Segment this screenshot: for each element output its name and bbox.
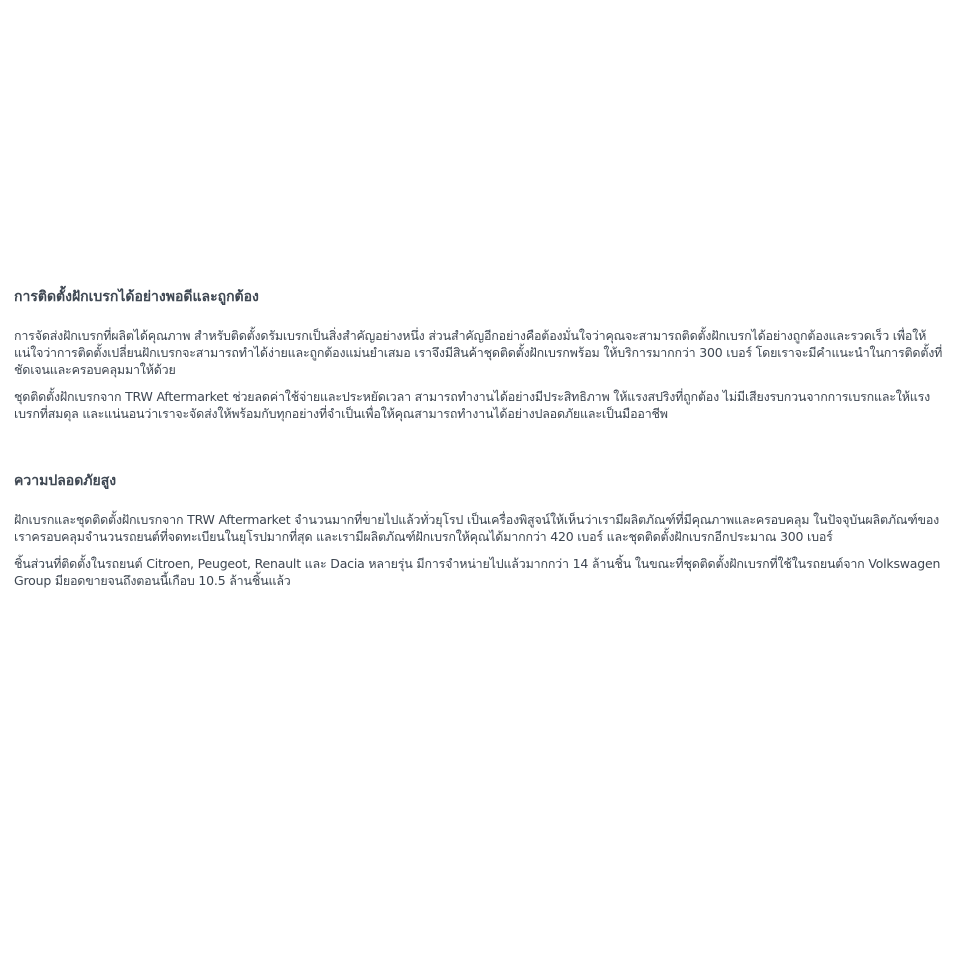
paragraph: ชิ้นส่วนที่ติดตั้งในรถยนต์ Citroen, Peugeot, Renault และ Dacia หลายรุ่น มีการจำหน่ายไปแล้วมากกว่า 14 ล้านชิ้น ในขณะที่ชุดติดตั้งฝักเบรกที่ใช้ในรถยนต์จาก Volkswagen Group มียอดขายจนถึงตอนนี้เกือบ 10.5 ล้านชิ้นแล้ว <box>14 556 941 588</box>
paragraph: ชุดติดตั้งฝักเบรกจาก TRW Aftermarket ช่วยลดค่าใช้จ่ายและประหยัดเวลา สามารถทำงานได้อย่างมีประสิทธิภาพ ให้แรงสปริงที่ถูกต้อง ไม่มีเสียงรบกวนจากการเบรกและให้แรงเบรกที่สมดุล และแน่นอนว่าเราจะจัดส่งให้พร้อมกับทุกอย่างที่จำเป็นเพื่อให้คุณสามารถทำงานได้อย่างปลอดภัยและเป็นมืออาชีพ <box>14 389 931 421</box>
paragraph: ฝักเบรกและชุดติดตั้งฝักเบรกจาก TRW Aftermarket จำนวนมากที่ขายไปแล้วทั่วยุโรป เป็นเครื่องพิสูจน์ให้เห็นว่าเรามีผลิตภัณฑ์ที่มีคุณภาพและครอบคลุม ในปัจจุบันผลิตภัณฑ์ของเราครอบคลุมจำนวนรถยนต์ที่จดทะเบียนในยุโรปมากที่สุด และเรามีผลิตภัณฑ์ฝักเบรกให้คุณได้มากกว่า 420 เบอร์ และชุดติดตั้งฝักเบรกอีกประมาณ 300 เบอร์ <box>14 512 940 544</box>
paragraph: การจัดส่งฝักเบรกที่ผลิตได้คุณภาพ สำหรับติดตั้งดรัมเบรกเป็นสิ่งสำคัญอย่างหนึ่ง ส่วนสำคัญอีกอย่างคือต้องมั่นใจว่าคุณจะสามารถติดตั้งฝักเบรกได้อย่างถูกต้องและรวดเร็ว เพื่อให้แน่ใจว่าการติดตั้งเปลี่ยนฝักเบรกจะสามารถทำได้ง่ายและถูกต้องแม่นยำเสมอ เราจึงมีสินค้าชุดติดตั้งฝักเบรกพร้อม ให้บริการมากกว่า 300 เบอร์ โดยเราจะมีคำแนะนำในการติดตั้งที่ชัดเจนและครอบคลุมมาให้ด้วย <box>14 328 943 377</box>
article-content <box>14 284 944 599</box>
section-title: การติดตั้งฝักเบรกได้อย่างพอดีและถูกต้อง <box>14 289 259 305</box>
section-title: ความปลอดภัยสูง <box>14 473 117 489</box>
section-proper-installation <box>14 284 944 422</box>
section-high-safety <box>14 468 944 589</box>
